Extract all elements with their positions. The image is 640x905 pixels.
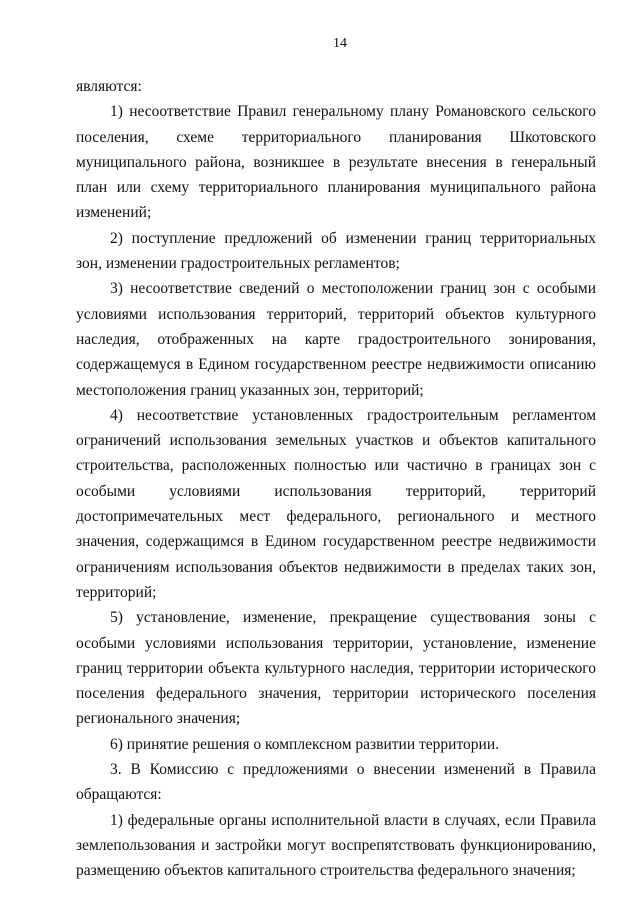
paragraph-section-3: 3. В Комиссию с предложениями о внесении изменений в Правила обращаются:: [76, 761, 596, 804]
paragraph-item-2: 2) поступление предложений об изменении границ территориальных зон, изменении градостроительных регламентов;: [76, 229, 596, 273]
paragraph-item-6: 6) принятие решения о комплексном развитии территории.: [110, 735, 499, 753]
page-number: 14: [333, 36, 347, 51]
paragraph-lead-in: являются:: [76, 78, 142, 95]
paragraph-item-1: 1) несоответствие Правил генеральному плану Романовского сельского поселения, схеме территориального планирования Шкотовского муниципального района, возникшее в результате внесения в генеральный план или схему территориального планирования муниципального района изменений;: [76, 103, 596, 222]
paragraph-item-3: 3) несоответствие сведений о местоположении границ зон с особыми условиями использования территорий, территорий объектов культурного наследия, отображенных на карте градостроительного зонирования, содержащемуся в Едином государственном реестре недвижимости описанию местоположения границ указанных зон, территорий;: [76, 280, 596, 399]
paragraph-item-4: 4) несоответствие установленных градостроительным регламентом ограничений использования земельных участков и объектов капитального строительства, расположенных полностью или частично в границах зон с особыми условиями использования территорий, территорий достопримечательных мест федерального, регионального и местного значения, содержащимся в Едином государственном реестре недвижимости ограничениям использования объектов недвижимости в пределах таких зон, территорий;: [76, 406, 596, 601]
paragraph-section-3-item-1: 1) федеральные органы исполнительной власти в случаях, если Правила землепользования и застройки могут воспрепятствовать функционированию, размещению объектов капитального строительства федерального значения;: [76, 811, 596, 880]
paragraph-item-5: 5) установление, изменение, прекращение существования зоны с особыми условиями использования территории, установление, изменение границ территории объекта культурного наследия, территории исторического поселения федерального значения, территории исторического поселения регионального значения;: [76, 609, 596, 728]
